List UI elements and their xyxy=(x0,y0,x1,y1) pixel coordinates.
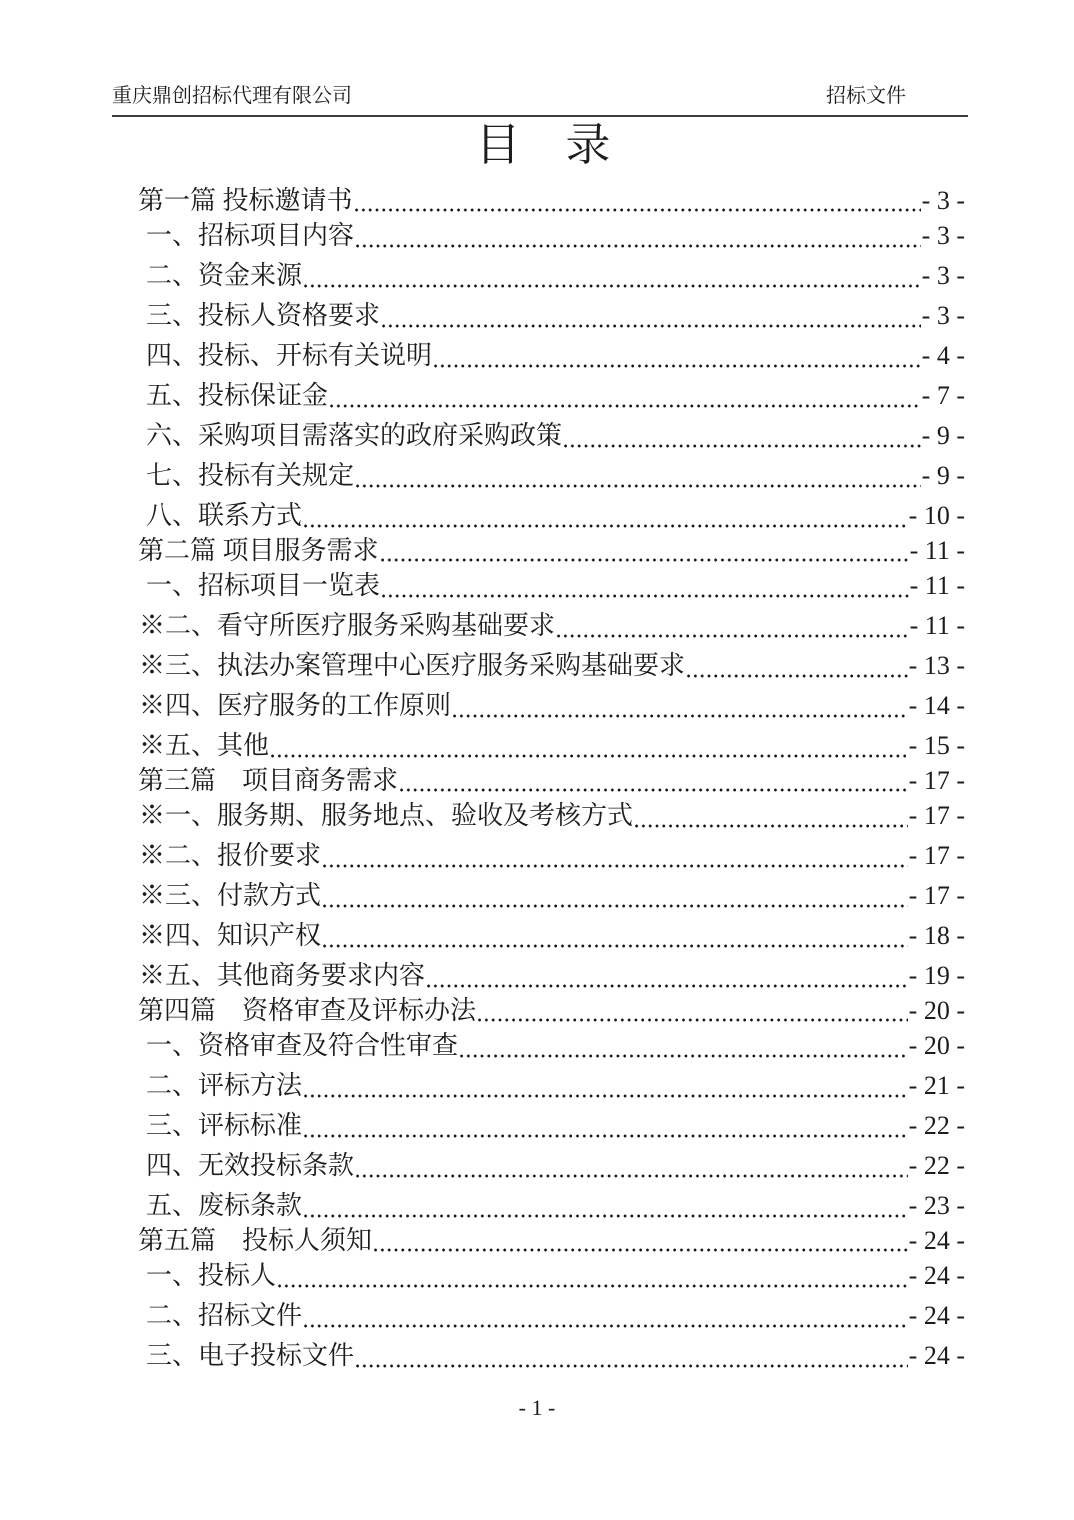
toc-entry xyxy=(112,1296,965,1336)
toc-entry-label: 一、投标人 xyxy=(146,1261,277,1290)
toc-dot-leader xyxy=(434,364,921,368)
toc-entry-page: - 11 - xyxy=(909,536,965,565)
toc-dot-leader xyxy=(356,1364,908,1368)
toc-entry-page: - 9 - xyxy=(921,421,965,450)
toc-dot-leader xyxy=(564,444,921,448)
toc-entry-label: 第五篇 投标人须知 xyxy=(138,1226,373,1255)
toc-entry-label: 二、评标方法 xyxy=(146,1071,303,1100)
toc-entry-label: 四、投标、开标有关说明 xyxy=(146,341,433,370)
toc-entry xyxy=(112,1066,965,1106)
toc-entry-page: - 18 - xyxy=(908,921,965,950)
toc-dot-leader xyxy=(460,1054,908,1058)
toc-entry-label: 第一篇 投标邀请书 xyxy=(138,186,353,215)
toc-dot-leader xyxy=(323,864,908,868)
toc-entry xyxy=(112,606,965,646)
toc-entry-label: ※二、看守所医疗服务采购基础要求 xyxy=(139,611,556,640)
toc-dot-leader xyxy=(478,1018,908,1022)
toc-dot-leader xyxy=(635,824,908,828)
toc-entry-label: 第三篇 项目商务需求 xyxy=(138,766,399,795)
toc-dot-leader xyxy=(304,1214,908,1218)
toc-entry-page: - 3 - xyxy=(921,186,965,215)
toc-entry xyxy=(112,416,965,456)
toc-entry-page: - 17 - xyxy=(908,841,965,870)
toc-dot-leader xyxy=(356,1174,908,1178)
toc-dot-leader xyxy=(356,484,921,488)
toc-entry xyxy=(112,336,965,376)
toc-entry-label: 三、投标人资格要求 xyxy=(146,301,381,330)
toc-entry-page: - 9 - xyxy=(921,461,965,490)
toc-entry xyxy=(112,876,965,916)
toc-entry xyxy=(112,536,965,566)
toc-dot-leader xyxy=(323,944,908,948)
toc-dot-leader xyxy=(427,984,908,988)
page-title: 目 录 xyxy=(475,120,611,170)
toc-dot-leader xyxy=(453,714,908,718)
toc-entry-label: 四、无效投标条款 xyxy=(146,1151,355,1180)
toc-entry-label: ※五、其他 xyxy=(139,731,270,760)
toc-entry xyxy=(112,686,965,726)
toc-entry xyxy=(112,376,965,416)
toc-entry-page: - 11 - xyxy=(909,611,965,640)
toc-dot-leader xyxy=(278,1284,908,1288)
toc-entry-page: - 24 - xyxy=(908,1341,965,1370)
toc-dot-leader xyxy=(381,558,909,562)
toc-dot-leader xyxy=(356,244,921,248)
toc-entry xyxy=(112,1226,965,1256)
toc-entry xyxy=(112,1336,965,1376)
toc-entry-page: - 17 - xyxy=(908,801,965,830)
toc-entry-page: - 20 - xyxy=(908,1031,965,1060)
toc-dot-leader xyxy=(330,404,921,408)
toc-entry xyxy=(112,256,965,296)
toc-dot-leader xyxy=(557,634,909,638)
toc-entry-page: - 17 - xyxy=(908,881,965,910)
page-footer xyxy=(0,1394,1074,1422)
page-header xyxy=(112,84,968,117)
toc-entry-label: 第四篇 资格审查及评标办法 xyxy=(138,996,477,1025)
toc-entry-page: - 7 - xyxy=(921,381,965,410)
toc-entry xyxy=(112,566,965,606)
toc-dot-leader xyxy=(304,1324,908,1328)
toc-entry xyxy=(112,916,965,956)
toc-dot-leader xyxy=(271,754,908,758)
toc-entry xyxy=(112,996,965,1026)
toc-entry-page: - 3 - xyxy=(921,221,965,250)
toc-entry-label: 六、采购项目需落实的政府采购政策 xyxy=(146,421,563,450)
toc-entry-label: 三、评标标准 xyxy=(146,1111,303,1140)
header-company-name: 重庆鼎创招标代理有限公司 xyxy=(112,85,352,107)
toc-entry-label: ※三、付款方式 xyxy=(139,881,322,910)
toc-dot-leader xyxy=(304,524,908,528)
toc-entry xyxy=(112,496,965,536)
toc-entry-page: - 24 - xyxy=(908,1301,965,1330)
toc-dot-leader xyxy=(382,594,909,598)
toc-entry-label: 一、资格审查及符合性审查 xyxy=(146,1031,459,1060)
toc-dot-leader xyxy=(400,788,908,792)
toc-entry-page: - 19 - xyxy=(908,961,965,990)
toc-entry-label: ※一、服务期、服务地点、验收及考核方式 xyxy=(139,801,634,830)
toc-entry-page: - 14 - xyxy=(908,691,965,720)
toc-entry xyxy=(112,646,965,686)
toc-entry-label: 三、电子投标文件 xyxy=(146,1341,355,1370)
toc-entry xyxy=(112,1106,965,1146)
toc-entry xyxy=(112,726,965,766)
toc-entry-page: - 15 - xyxy=(908,731,965,760)
toc-entry-page: - 22 - xyxy=(908,1151,965,1180)
toc-entry-page: - 24 - xyxy=(908,1261,965,1290)
toc-entry-label: ※四、医疗服务的工作原则 xyxy=(139,691,452,720)
toc-entry-label: 一、招标项目一览表 xyxy=(146,571,381,600)
toc-entry-page: - 21 - xyxy=(908,1071,965,1100)
toc-entry-page: - 11 - xyxy=(909,571,965,600)
toc-entry-label: ※五、其他商务要求内容 xyxy=(139,961,426,990)
toc-entry xyxy=(112,956,965,996)
toc-entry xyxy=(112,1026,965,1066)
toc-entry-page: - 3 - xyxy=(921,261,965,290)
toc-entry-page: - 13 - xyxy=(908,651,965,680)
toc-list xyxy=(112,186,965,1376)
toc-entry-label: 第二篇 项目服务需求 xyxy=(138,536,379,565)
toc-entry-label: ※三、执法办案管理中心医疗服务采购基础要求 xyxy=(139,651,686,680)
toc-entry xyxy=(112,456,965,496)
toc-entry xyxy=(112,1146,965,1186)
toc-entry-label: 一、招标项目内容 xyxy=(146,221,355,250)
toc-entry xyxy=(112,186,965,216)
toc-entry xyxy=(112,1256,965,1296)
toc-entry xyxy=(112,296,965,336)
toc-dot-leader xyxy=(304,1094,908,1098)
toc-entry-label: 五、废标条款 xyxy=(146,1191,303,1220)
toc-entry-page: - 3 - xyxy=(921,301,965,330)
toc-entry-label: 七、投标有关规定 xyxy=(146,461,355,490)
toc-dot-leader xyxy=(374,1248,908,1252)
toc-entry xyxy=(112,836,965,876)
toc-entry xyxy=(112,216,965,256)
toc-entry-label: 二、资金来源 xyxy=(146,261,303,290)
toc-entry-label: 五、投标保证金 xyxy=(146,381,329,410)
footer-page-number: - 1 - xyxy=(518,1395,556,1420)
toc-entry-page: - 23 - xyxy=(908,1191,965,1220)
toc-entry-label: ※四、知识产权 xyxy=(139,921,322,950)
toc-dot-leader xyxy=(687,674,908,678)
toc-dot-leader xyxy=(323,904,908,908)
toc-dot-leader xyxy=(355,208,921,212)
toc-entry-page: - 10 - xyxy=(908,501,965,530)
toc-entry xyxy=(112,766,965,796)
toc-entry-page: - 4 - xyxy=(921,341,965,370)
toc-entry-page: - 20 - xyxy=(908,996,965,1025)
toc-dot-leader xyxy=(382,324,921,328)
toc-entry xyxy=(112,1186,965,1226)
header-doc-type: 招标文件 xyxy=(826,85,906,107)
toc-entry-label: ※二、报价要求 xyxy=(139,841,322,870)
toc-entry-label: 八、联系方式 xyxy=(146,501,303,530)
toc-dot-leader xyxy=(304,284,921,288)
toc-entry-page: - 24 - xyxy=(908,1226,965,1255)
toc-entry-label: 二、招标文件 xyxy=(146,1301,303,1330)
toc-entry-page: - 17 - xyxy=(908,766,965,795)
toc-dot-leader xyxy=(304,1134,908,1138)
toc-entry-page: - 22 - xyxy=(908,1111,965,1140)
toc-entry xyxy=(112,796,965,836)
